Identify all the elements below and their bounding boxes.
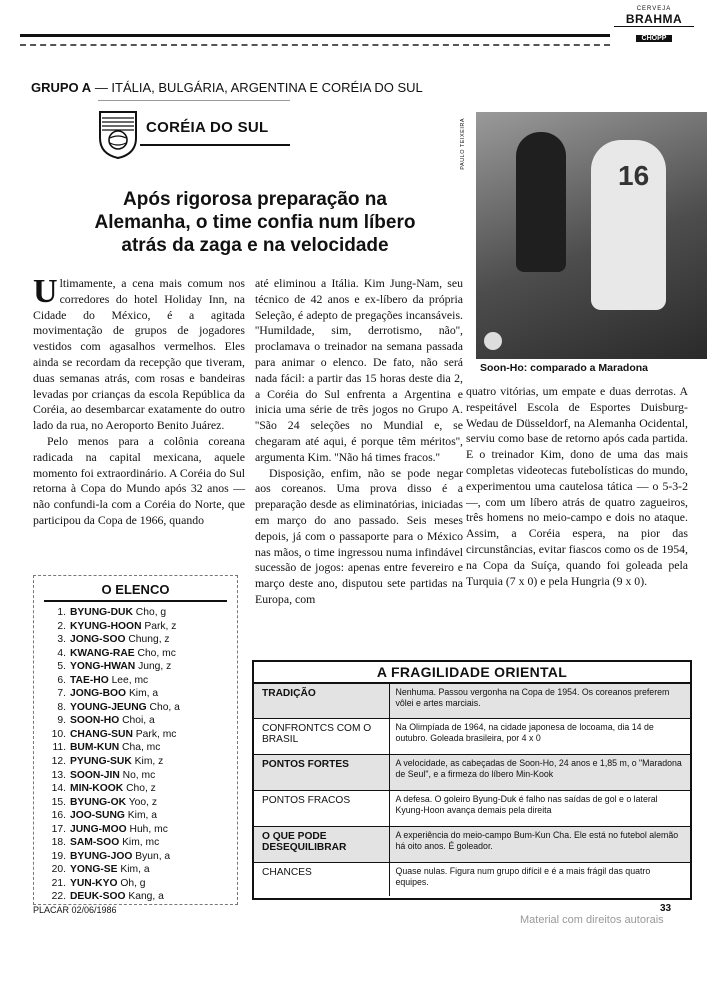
- player-dark-figure: [516, 132, 566, 272]
- player-name: SOON-HO: [70, 715, 120, 727]
- player-details: Park, mc: [132, 728, 177, 740]
- player-number: 17.: [51, 823, 66, 835]
- brand-chopp: CHOPP: [636, 35, 673, 42]
- paragraph-3: até eliminou a Itália. Kim Jung-Nam, seu técnico de 42 anos e ex-líbero da própria Seleção, é adepto de pregações incansáveis. ''Humildade, sim, derrotismo, não'', proclamava o treinador na semana passada para animar o elenco. De fato, não será nada fácil: a partir das 15 horas deste dia 2, a Coréia do Sul enfrenta a Argentina e inicia uma série de três jogos no Grupo A. ''São 24 seleções no Mundial e, se chegaram até aqui, é porque têm méritos'', argumenta Kim. ''Não há times fracos.'': [255, 276, 463, 464]
- player-details: Jung, z: [135, 661, 172, 673]
- player-number: 13.: [51, 769, 66, 781]
- article-column-1: [33, 273, 245, 529]
- fragility-row: [254, 862, 690, 896]
- player-name: YUN-KYO: [70, 877, 118, 889]
- paragraph-4: Disposição, enfim, não se pode negar aos coreanos. Uma prova disso é a preparação desde as eliminatórias, iniciadas em março do ano passado. Seis meses depois, já com o passaporte para o México nas mãos, o time ingressou numa infindável sucessão de jogos: apenas entre fevereiro e março deste ano, disputou sete partidas na Europa, com: [255, 465, 463, 606]
- fragility-table: [252, 660, 692, 900]
- paragraph-1: [33, 273, 245, 434]
- player-number: 20.: [51, 864, 66, 876]
- brand-name: BRAHMA: [614, 12, 694, 27]
- paragraph-2: Pelo menos para a colônia coreana radicada na capital mexicana, aquele momento foi extraordinário. A Coréia do Sul retorna à Copa do Mundo após 32 anos — não confundi-la com a Coréia do Norte, que participou da Copa de 1966, quando: [33, 433, 245, 527]
- squad-player: [44, 701, 227, 715]
- player-details: Lee, mc: [108, 674, 149, 686]
- squad-player: [44, 687, 227, 701]
- player-number: 9.: [57, 715, 66, 727]
- squad-player: [44, 769, 227, 783]
- squad-player: [44, 890, 227, 904]
- player-name: PYUNG-SUK: [70, 756, 132, 768]
- player-details: Park, z: [141, 620, 177, 632]
- fragility-rows: [254, 684, 690, 896]
- fragility-row: [254, 718, 690, 754]
- photo-credit: PAULO TEIXEIRA: [460, 118, 466, 170]
- player-details: Kim, mc: [119, 837, 160, 849]
- photo-caption: Soon-Ho: comparado a Maradona: [480, 362, 649, 374]
- player-number: 6.: [57, 674, 66, 686]
- brand-small: CERVEJA: [636, 6, 672, 12]
- player-details: Chung, z: [125, 634, 170, 646]
- player-details: Huh, mc: [126, 823, 168, 835]
- player-details: Kim, a: [126, 688, 159, 700]
- drop-cap: U: [33, 273, 58, 310]
- fragility-value: A defesa. O goleiro Byung-Duk é falho nas saídas de gol e o lateral Kyung-Hoon avança demais pela direita: [389, 790, 690, 826]
- fragility-key: O QUE PODE DESEQUILIBRAR: [254, 826, 389, 862]
- footer-issue: PLACAR 02/06/1986: [33, 905, 117, 915]
- squad-player: [44, 796, 227, 810]
- squad-player: [44, 728, 227, 742]
- fragility-value: Na Olimpíada de 1964, na cidade japonesa de locoama, dia 14 de outubro. Goleada brasileira, por 4 x 0: [389, 718, 690, 754]
- watermark: Material com direitos autorais: [520, 914, 664, 926]
- player-name: TAE-HO: [70, 674, 109, 686]
- fragility-key: PONTOS FRACOS: [254, 790, 389, 826]
- player-name: SAM-SOO: [70, 837, 120, 849]
- player-number: 15.: [51, 796, 66, 808]
- player-number: 2.: [57, 620, 66, 632]
- player-details: Cha, mc: [119, 742, 161, 754]
- squad-player: [44, 863, 227, 877]
- player-name: BUM-KUN: [70, 742, 120, 754]
- player-number: 21.: [51, 877, 66, 889]
- squad-player: [44, 660, 227, 674]
- squad-player: [44, 620, 227, 634]
- fragility-value: Quase nulas. Figura num grupo difícil e é a mais frágil das quatro equipes.: [389, 862, 690, 896]
- match-photo: [476, 112, 707, 359]
- brahma-logo: [614, 6, 694, 50]
- player-name: BYUNG-JOO: [70, 850, 133, 862]
- squad-player: [44, 606, 227, 620]
- fragility-key: PONTOS FORTES: [254, 754, 389, 790]
- squad-player: [44, 809, 227, 823]
- fragility-key: CONFRONTCS COM O BRASIL: [254, 718, 389, 754]
- player-details: Byun, a: [132, 850, 171, 862]
- player-details: Kang, a: [125, 891, 164, 903]
- player-number: 10.: [51, 728, 66, 740]
- squad-player: [44, 714, 227, 728]
- player-name: KWANG-RAE: [70, 647, 135, 659]
- page-number: 33: [660, 903, 672, 914]
- squad-player: [44, 836, 227, 850]
- group-heading: [31, 80, 423, 95]
- squad-player: [44, 850, 227, 864]
- squad-player: [44, 782, 227, 796]
- header-rule: [20, 34, 610, 37]
- korea-crest-icon: [98, 108, 138, 160]
- player-details: Cho, z: [123, 783, 156, 795]
- player-details: Cho, g: [132, 607, 167, 618]
- squad-player: [44, 674, 227, 688]
- paragraph-5: quatro vitórias, um empate e duas derrotas. A respeitável Escola de Esportes Duisburg-Wedau de Düsseldorf, na Alemanha Ocidental, serviu como base de retorno após cada partida. E o treinador Kim, dono de uma das mais completas videotecas futebolísticas do mundo, experimentou uma cautelosa tática — o 5-3-2 —, com um líbero atrás de quatro zagueiros, três homens no meio-campo e dois no ataque. Assim, a Coréia espera, na pior das circunstâncias, evitar fiascos como os de 1954, na Copa da Suíça, quando foi goleada pela Turquia (7 x 0) e pela Hungria (9 x 0).: [466, 384, 688, 588]
- player-details: Kim, a: [124, 810, 157, 822]
- section-top-rule: [98, 100, 290, 101]
- player-number: 12.: [51, 756, 66, 768]
- player-details: Yoo, z: [126, 796, 157, 808]
- player-details: Oh, g: [117, 877, 146, 889]
- player-number: 8.: [57, 701, 66, 713]
- player-details: Choi, a: [119, 715, 155, 727]
- player-name: BYUNG-DUK: [70, 607, 133, 618]
- player-name: YOUNG-JEUNG: [70, 701, 147, 713]
- squad-player: [44, 823, 227, 837]
- headline: Após rigorosa preparação na Alemanha, o time confia num líbero atrás da zaga e na velocidade: [94, 189, 416, 256]
- player-details: No, mc: [119, 769, 156, 781]
- squad-player: [44, 755, 227, 769]
- squad-player: [44, 877, 227, 891]
- group-teams: — ITÁLIA, BULGÁRIA, ARGENTINA E CORÉIA DO SUL: [91, 80, 423, 95]
- player-number: 19.: [51, 850, 66, 862]
- player-number: 1.: [57, 607, 66, 618]
- player-name: YONG-SE: [70, 864, 118, 876]
- player-name: JONG-BOO: [70, 688, 127, 700]
- section-title: CORÉIA DO SUL: [146, 119, 269, 136]
- fragility-value: A experiência do meio-campo Bum-Kun Cha. Ele está no futebol alemão há oito anos. É goleador.: [389, 826, 690, 862]
- player-details: Kim, a: [117, 864, 150, 876]
- section-title-rule: [140, 144, 290, 146]
- player-name: DEUK-SOO: [70, 891, 126, 903]
- group-label: GRUPO A: [31, 80, 92, 95]
- fragility-value: Nenhuma. Passou vergonha na Copa de 1954. Os coreanos preferem vôlei e artes marciais.: [389, 684, 690, 718]
- fragility-row: [254, 754, 690, 790]
- player-number: 22.: [51, 891, 66, 903]
- player-details: Kim, z: [131, 756, 164, 768]
- squad-player: [44, 647, 227, 661]
- player-name: CHANG-SUN: [70, 728, 133, 740]
- article-column-3: [466, 384, 688, 589]
- player-name: KYUNG-HOON: [70, 620, 142, 632]
- squad-box: [33, 575, 238, 905]
- player-name: JUNG-MOO: [70, 823, 127, 835]
- player-name: BYUNG-OK: [70, 796, 127, 808]
- player-name: YONG-HWAN: [70, 661, 136, 673]
- article-column-2: [255, 276, 463, 608]
- player-name: JOO-SUNG: [70, 810, 125, 822]
- header-dashed-rule: [20, 44, 610, 46]
- squad-player: [44, 741, 227, 755]
- fragility-row: [254, 826, 690, 862]
- player-number: 7.: [57, 688, 66, 700]
- fragility-key: CHANCES: [254, 862, 389, 896]
- paragraph-1-text: ltimamente, a cena mais comum nos corredores do hotel Holiday Inn, na Cidade do México, é a agitada movimentação de grupos de jogadores vestidos com agasalhos vermelhos. Eles ainda se recordam da recepção que tiveram, duas semanas atrás, com rosas e bandeiras levadas por crianças da escola República da Coréia, ao desembarcar exatamente do outro lado da rua, no Aeroporto Benito Juárez.: [33, 276, 245, 433]
- ball-icon: [484, 332, 502, 350]
- player-number: 14.: [51, 783, 66, 795]
- squad-player: [44, 633, 227, 647]
- player-name: SOON-JIN: [70, 769, 120, 781]
- player-number: 4.: [57, 647, 66, 659]
- fragility-value: A velocidade, as cabeçadas de Soon-Ho, 24 anos e 1,85 m, o "Maradona de Seul", e a firmeza do líbero Min-Kook: [389, 754, 690, 790]
- squad-title: O ELENCO: [44, 582, 227, 602]
- fragility-key: TRADIÇÃO: [254, 684, 389, 718]
- player-number: 11.: [52, 742, 66, 754]
- player-number: 5.: [57, 661, 66, 673]
- player-number: 16.: [51, 810, 66, 822]
- squad-list: [44, 606, 227, 904]
- fragility-title: A FRAGILIDADE ORIENTAL: [254, 662, 690, 684]
- fragility-row: [254, 790, 690, 826]
- player-number: 3.: [57, 634, 66, 646]
- player-number: 18.: [51, 837, 66, 849]
- fragility-row: [254, 684, 690, 718]
- player-name: MIN-KOOK: [70, 783, 124, 795]
- player-name: JONG-SOO: [70, 634, 126, 646]
- player-details: Cho, a: [146, 701, 180, 713]
- player-details: Cho, mc: [134, 647, 176, 659]
- jersey-number: 16: [618, 160, 650, 191]
